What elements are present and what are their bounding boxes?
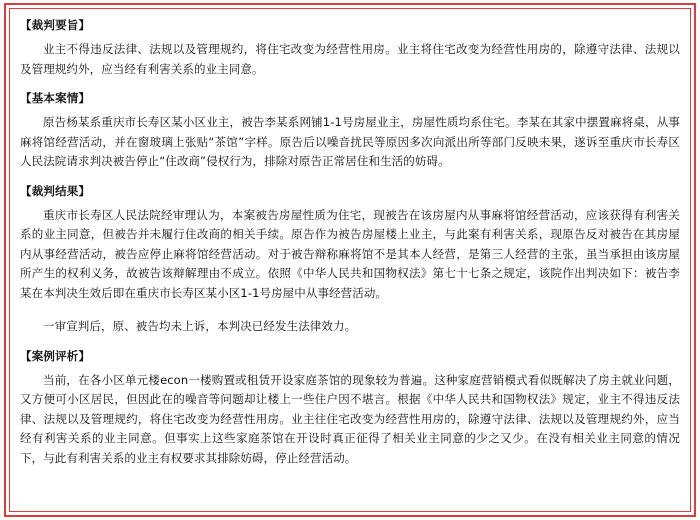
section-heading: 【基本案情】: [20, 91, 91, 105]
section-heading: 【裁判结果】: [20, 183, 91, 198]
section-basic-facts: [20, 89, 680, 172]
section-paragraph: 原告杨某系重庆市长寿区某小区业主，被告李某系网铺1-1号房屋业主，房屋性质均系住宅。李某在其家中摆置麻将桌，从事麻将馆经营活动，并在窗玻璃上张贴“茶馆”字样。原告后以噪音扰民等原因多次向派出所等部门反映未果，遂诉至重庆市长寿区人民法院请求判决被告停止“住改商”侵权行为，排除对原告正常居住和生活的妨碍。: [20, 115, 680, 168]
section-judgment-gist: [20, 16, 680, 79]
section-case-analysis: [20, 347, 680, 469]
document-content: [20, 16, 680, 510]
section-heading: 【案例评析】: [20, 348, 91, 363]
section-judgment-result: [20, 182, 680, 337]
section-paragraph: 业主不得违反法律、法规以及管理规约，将住宅改变为经营性用房。业主将住宅改变为经营性用房的，除遵守法律、法规以及管理规约外，应当经有利害关系的业主同意。: [20, 42, 680, 76]
section-heading: 【裁判要旨】: [20, 18, 91, 32]
section-paragraph: 当前，在各小区单元楼econ一楼购置或租赁开设家庭茶馆的现象较为普遍。这种家庭营销模式看似既解决了房主就业问题，又方便可小区居民，但因此在的噪音等问题却让楼上一些住户因不堪言。根据《中华人民共和国物权法》规定，业主不得违反法律、法规以及管理规约，将住宅改变为经营性用房。业主往住宅改变为经营性用房的，除遵守法律、法规以及管理规约外，应当经有利害关系的业主同意。但事实上这些家庭茶馆在开设时真正征得了相关业主同意的少之又少。在没有相关业主同意的情况下，与此有利害关系的业主有权要求其排除妨碍，停止经营活动。: [20, 372, 680, 465]
section-paragraph: 一审宣判后，原、被告均未上诉，本判决已经发生法律效力。: [43, 319, 357, 333]
section-paragraph: 重庆市长寿区人民法院经审理认为，本案被告房屋性质为住宅，现被告在该房屋内从事麻将馆经营活动，应该获得有利害关系的业主同意，但被告并未履行住改商的相关手续。原告作为被告房屋楼上业主，与此案有利害关系，现原告反对被告在其房屋内从事经营活动，被告应停止麻将馆经营活动。对于被告辩称麻将馆不是其本人经营，是第三人经营的主张，虽当承担由该房屋所产生的权利义务，故被告该辩解理由不成立。依照《中华人民共和国物权法》第七十七条之规定，该院作出判决如下：被告李某在本判决生效后即在重庆市长寿区某小区1-1号房屋中从事经营活动。: [20, 207, 680, 300]
